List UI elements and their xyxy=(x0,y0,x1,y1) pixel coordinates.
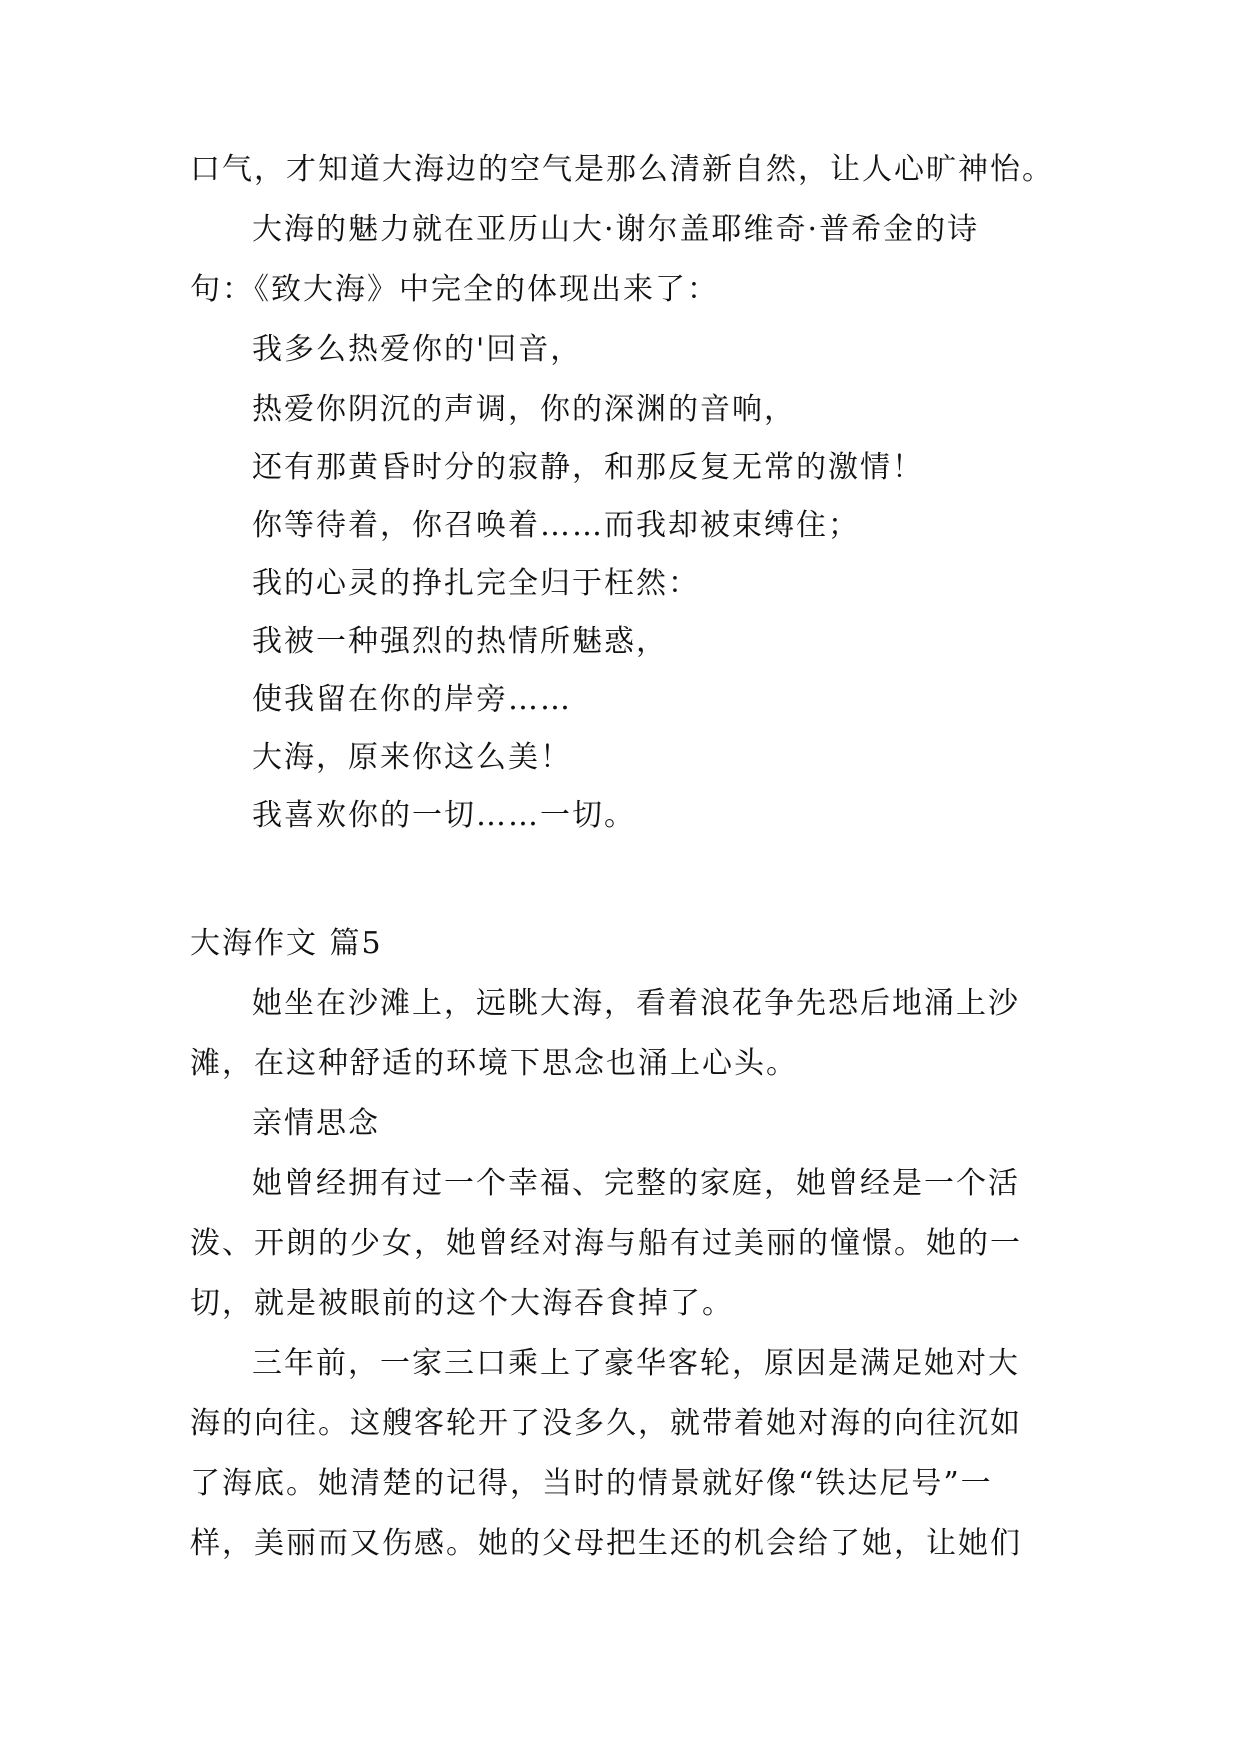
section-heading: 大海作文 篇5 xyxy=(190,926,383,961)
poem-line: 你等待着，你召唤着……而我却被束缚住； xyxy=(252,508,860,543)
paragraph-line: 句：《致大海》中完全的体现出来了： xyxy=(190,272,719,307)
paragraph-line: 她坐在沙滩上，远眺大海，看着浪花争先恐后地涌上沙 xyxy=(252,986,1020,1021)
poem-line: 我多么热爱你的'回音， xyxy=(252,332,583,367)
poem-line: 我的心灵的挣扎完全归于枉然： xyxy=(252,566,700,601)
paragraph-line: 切，就是被眼前的这个大海吞食掉了。 xyxy=(190,1286,734,1321)
poem-line: 热爱你阴沉的声调，你的深渊的音响， xyxy=(252,392,796,427)
paragraph-line: 大海的魅力就在亚历山大·谢尔盖耶维奇·普希金的诗 xyxy=(252,212,980,247)
poem-line: 大海，原来你这么美！ xyxy=(252,740,572,775)
poem-line: 使我留在你的岸旁…… xyxy=(252,682,572,717)
paragraph-line: 海的向往。这艘客轮开了没多久，就带着她对海的向往沉如 xyxy=(190,1406,1022,1441)
paragraph-line: 她曾经拥有过一个幸福、完整的家庭，她曾经是一个活 xyxy=(252,1166,1020,1201)
paragraph-line: 滩，在这种舒适的环境下思念也涌上心头。 xyxy=(190,1046,798,1081)
paragraph-line: 样，美丽而又伤感。她的父母把生还的机会给了她，让她们 xyxy=(190,1526,1022,1561)
subheading: 亲情思念 xyxy=(252,1106,380,1141)
paragraph-line: 了海底。她清楚的记得，当时的情景就好像“铁达尼号”一 xyxy=(190,1466,993,1501)
poem-line: 我喜欢你的一切……一切。 xyxy=(252,798,636,833)
poem-line: 我被一种强烈的热情所魅惑， xyxy=(252,624,668,659)
poem-line: 还有那黄昏时分的寂静，和那反复无常的激情！ xyxy=(252,450,924,485)
paragraph-line: 口气，才知道大海边的空气是那么清新自然，让人心旷神怡。 xyxy=(190,152,1054,187)
paragraph-line: 三年前，一家三口乘上了豪华客轮，原因是满足她对大 xyxy=(252,1346,1020,1381)
paragraph-line: 泼、开朗的少女，她曾经对海与船有过美丽的憧憬。她的一 xyxy=(190,1226,1022,1261)
